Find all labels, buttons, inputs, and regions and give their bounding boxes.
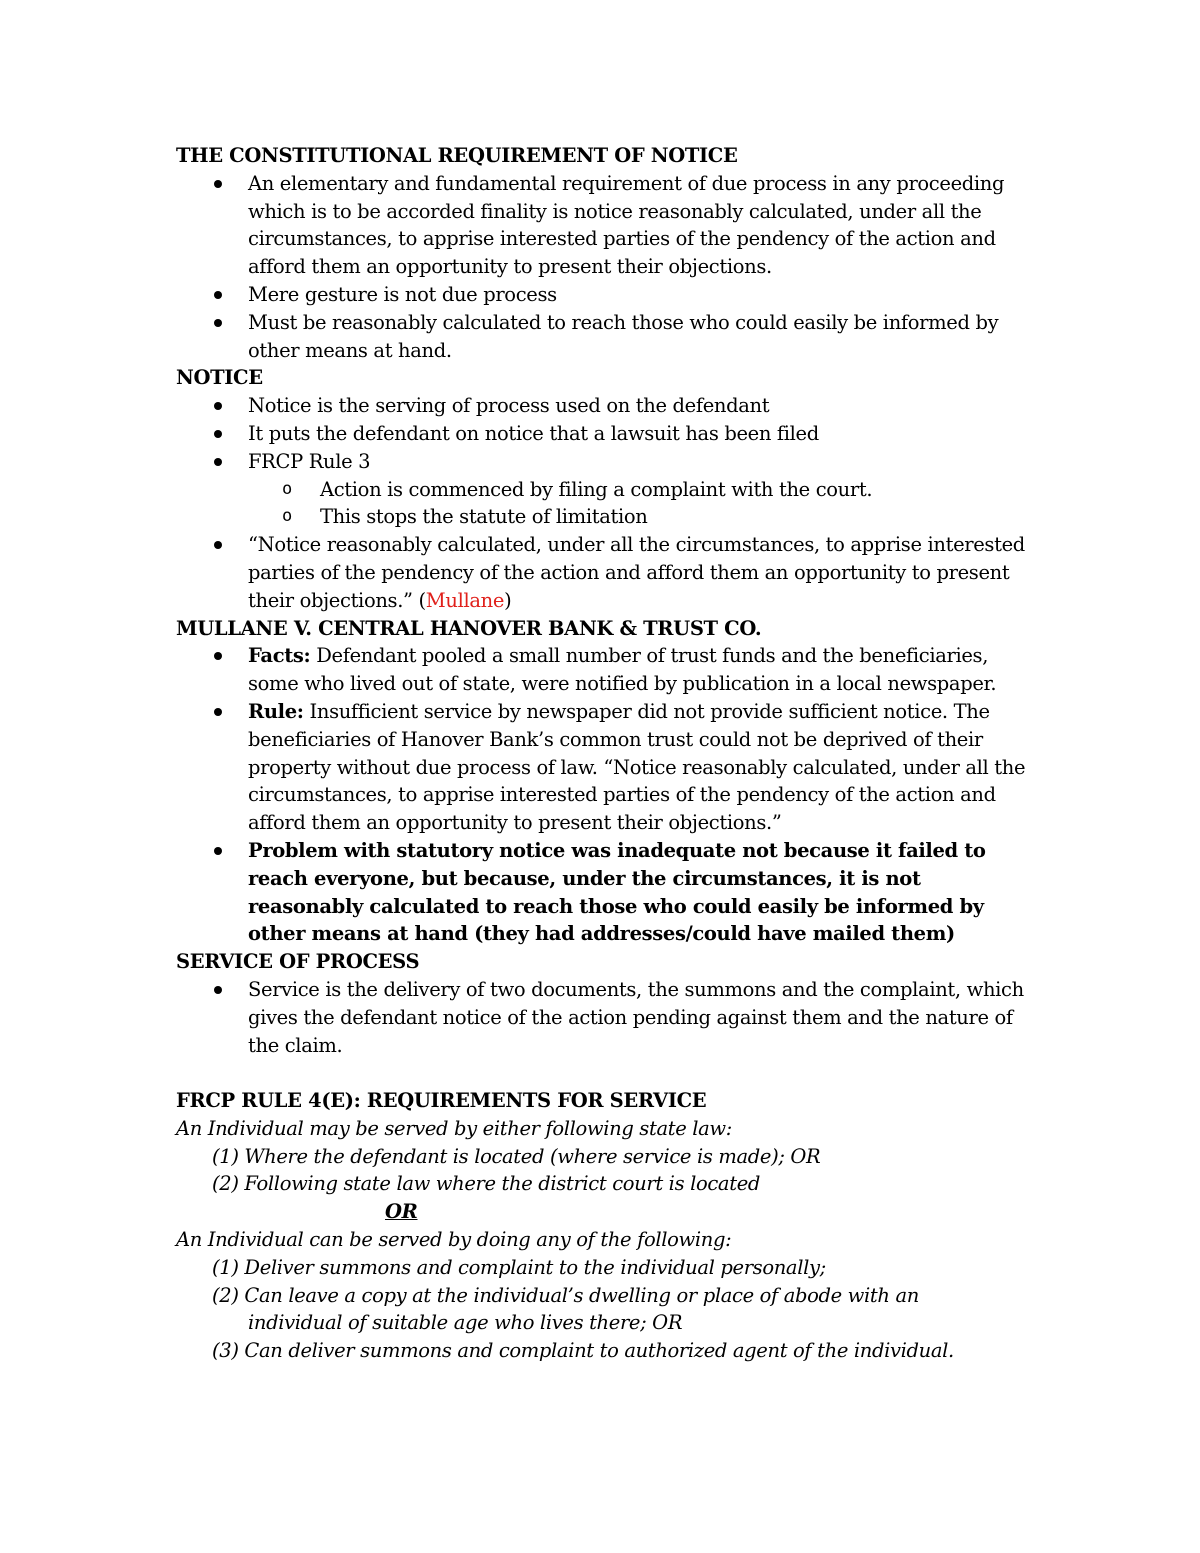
rule-4e-method: (3) Can deliver summons and complaint to authorized agent of the individual. <box>212 1339 954 1363</box>
sub-list-item: o This stops the statute of limitation <box>176 503 1026 531</box>
list-item: Must be reasonably calculated to reach those who could easily be informed by other means at hand. <box>176 309 1026 365</box>
list-item: Notice is the serving of process used on the defendant <box>176 392 1026 420</box>
rule-4e-method-continued: individual of suitable age who lives there; OR <box>248 1311 683 1335</box>
list-item: Mere gesture is not due process <box>176 281 1026 309</box>
sub-list-item: o Action is commenced by filing a complaint with the court. <box>176 476 1026 504</box>
rule-4e-option: (2) Following state law where the district court is located <box>212 1172 761 1196</box>
service-bullets <box>176 976 1026 1059</box>
list-item: It puts the defendant on notice that a lawsuit has been filed <box>176 420 1026 448</box>
list-item-quote <box>176 531 1026 614</box>
rule-4e-intro-2: An Individual can be served by doing any of the following: <box>176 1228 732 1252</box>
document-page <box>176 142 1026 1365</box>
list-item-rule <box>176 698 1026 837</box>
list-item: An elementary and fundamental requirement of due process in any proceeding which is to be accorded finality is notice reasonably calculated, under all the circumstances, to apprise interested parties of the pendency of the action and afford them an opportunity to present their objections. <box>176 170 1026 281</box>
rule-4e-method: (1) Deliver summons and complaint to the individual personally; <box>212 1255 826 1279</box>
quote-text: “Notice reasonably calculated, under all the circumstances, to apprise interested parties of the pendency of the action and afford them an opportunity to present their objections.” ( <box>248 533 1025 612</box>
frcp-rule-3-label: FRCP Rule 3 <box>248 449 371 473</box>
rule-4e-method: (2) Can leave a copy at the individual’s dwelling or place of abode with an <box>212 1283 919 1307</box>
or-divider: OR <box>385 1200 418 1224</box>
notice-bullets <box>176 392 1026 614</box>
heading-notice: NOTICE <box>176 366 263 390</box>
heading-mullane: MULLANE V. CENTRAL HANOVER BANK & TRUST CO. <box>176 616 762 640</box>
list-item <box>176 448 1026 531</box>
case-citation-mullane: Mullane <box>425 588 505 612</box>
rule-3-sub-bullets <box>176 476 1026 532</box>
rule-text: Insufficient service by newspaper did not provide sufficient notice. The beneficiaries of Hanover Bank’s common trust could not be deprived of their property without due process of law. “Notice reasonably calculated, under all the circumstances, to apprise interested parties of the pendency of the action and afford them an opportunity to present their objections.” <box>248 699 1026 835</box>
heading-rule-4e: FRCP RULE 4(E): REQUIREMENTS FOR SERVICE <box>176 1089 707 1113</box>
rule-4e-option: (1) Where the defendant is located (where service is made); OR <box>212 1144 821 1168</box>
list-item: Service is the delivery of two documents, the summons and the complaint, which gives the defendant notice of the action pending against them and the nature of the claim. <box>176 976 1026 1059</box>
blank-line <box>176 1059 1026 1087</box>
rule-4e-intro-1: An Individual may be served by either following state law: <box>176 1116 732 1140</box>
facts-text: Defendant pooled a small number of trust funds and the beneficiaries, some who lived out of state, were notified by publication in a local newspaper. <box>248 644 997 696</box>
heading-constitutional: THE CONSTITUTIONAL REQUIREMENT OF NOTICE <box>176 144 738 167</box>
facts-label: Facts: <box>248 644 311 668</box>
constitutional-bullets <box>176 170 1026 365</box>
list-item-problem: Problem with statutory notice was inadequate not because it failed to reach everyone, but because, under the circumstances, it is not reasonably calculated to reach those who could easily be informed by other means at hand (they had addresses/could have mailed them) <box>176 837 1026 948</box>
quote-close: ) <box>504 588 512 612</box>
list-item-facts <box>176 642 1026 698</box>
mullane-bullets <box>176 642 1026 948</box>
heading-service: SERVICE OF PROCESS <box>176 950 420 974</box>
rule-label: Rule: <box>248 699 304 723</box>
